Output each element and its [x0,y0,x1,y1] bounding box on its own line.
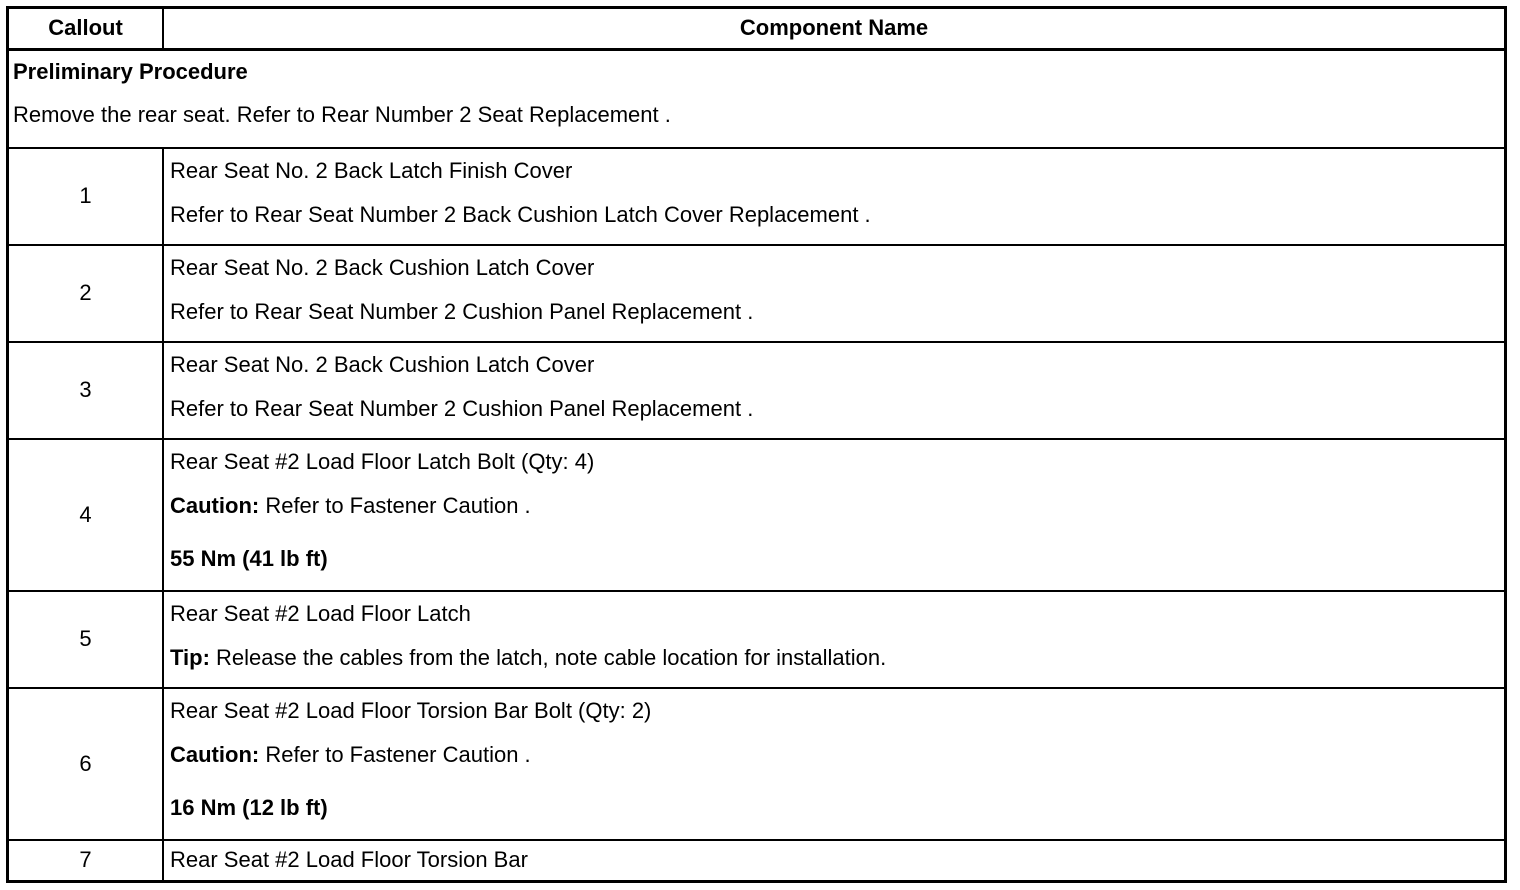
component-name: Rear Seat No. 2 Back Latch Finish Cover [170,157,573,183]
table-row [9,440,1504,592]
callout-number: 3 [9,343,164,438]
table-row [9,689,1504,841]
component-name: Rear Seat #2 Load Floor Latch Bolt (Qty: 4) [170,448,595,474]
header-callout: Callout [9,9,164,48]
component-note: Refer to Rear Seat Number 2 Cushion Panel Replacement . [170,298,754,324]
callout-number: 5 [9,592,164,687]
table-row [9,343,1504,440]
callout-number: 1 [9,149,164,244]
torque-spec: 55 Nm (41 lb ft) [170,545,328,571]
component-cell [164,841,1504,881]
table-row [9,841,1504,881]
table-row [9,149,1504,246]
callout-number: 7 [9,841,164,881]
preliminary-procedure-row [9,51,1504,149]
tip-label: Tip: [170,644,210,670]
component-cell [164,592,1504,687]
component-name: Rear Seat No. 2 Back Cushion Latch Cover [170,254,595,280]
table-row [9,592,1504,689]
component-note: Refer to Rear Seat Number 2 Cushion Panel Replacement . [170,395,754,421]
preliminary-title: Preliminary Procedure [13,58,248,84]
component-table [6,6,1507,883]
callout-number: 6 [9,689,164,839]
preliminary-text: Remove the rear seat. Refer to Rear Number 2 Seat Replacement . [13,101,671,127]
caution-text: Refer to Fastener Caution . [259,492,531,518]
component-cell [164,149,1504,244]
component-cell [164,246,1504,341]
caution-text: Refer to Fastener Caution . [259,741,531,767]
table-row [9,246,1504,343]
caution-label: Caution: [170,492,260,518]
component-name: Rear Seat #2 Load Floor Latch [170,600,471,626]
caution-label: Caution: [170,741,260,767]
torque-spec: 16 Nm (12 lb ft) [170,794,328,820]
tip-line [170,636,1504,687]
callout-number: 4 [9,440,164,590]
callout-number: 2 [9,246,164,341]
component-note: Refer to Rear Seat Number 2 Back Cushion Latch Cover Replacement . [170,201,871,227]
caution-line [170,733,1504,786]
header-component-name: Component Name [739,15,929,41]
caution-line [170,484,1504,537]
component-cell [164,440,1504,590]
component-name: Rear Seat #2 Load Floor Torsion Bar Bolt (Qty: 2) [170,697,652,723]
component-cell [164,343,1504,438]
component-name: Rear Seat No. 2 Back Cushion Latch Cover [170,351,595,377]
tip-text: Release the cables from the latch, note cable location for installation. [209,644,887,670]
component-name: Rear Seat #2 Load Floor Torsion Bar [170,846,528,872]
table-header-row [9,9,1504,51]
component-cell [164,689,1504,839]
